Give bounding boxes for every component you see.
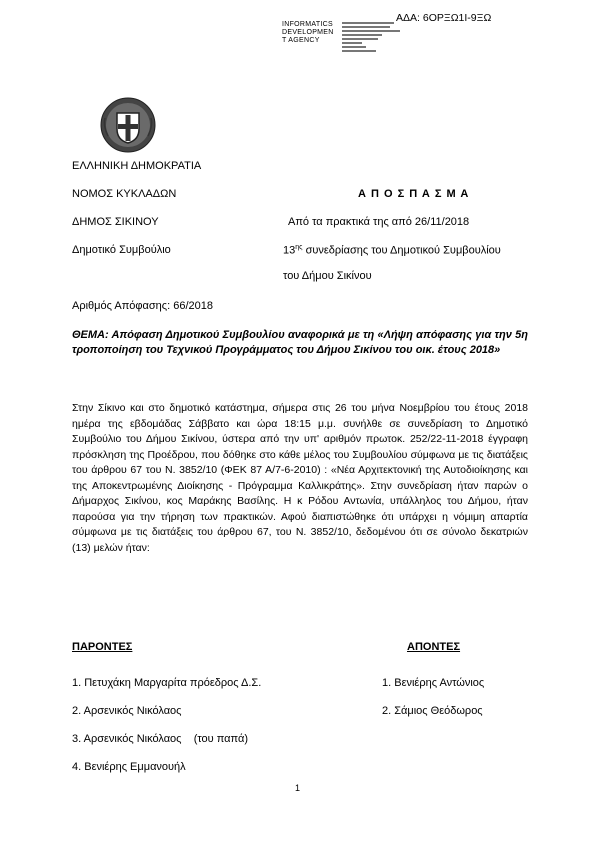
present-member: 1. Πετυχάκη Μαργαρίτα πρόεδρος Δ.Σ. (72, 677, 262, 689)
stamp-line: DEVELOPMEN (282, 29, 334, 36)
municipality-of-line: του Δήμου Σικίνου (283, 270, 372, 282)
minutes-date: Από τα πρακτικά της από 26/11/2018 (288, 216, 470, 228)
session-number: 13 (283, 244, 296, 257)
stamp-line: T AGENCY (282, 37, 320, 44)
present-heading: ΠΑΡΟΝΤΕΣ (72, 641, 133, 653)
decision-number: Αριθμός Απόφασης: 66/2018 (72, 300, 213, 312)
present-member: 4. Βενιέρης Εμμανουήλ (72, 761, 186, 773)
absent-member: 2. Σάμιος Θεόδωρος (382, 705, 483, 717)
present-member: 2. Αρσενικός Νικόλαος (72, 705, 182, 717)
digital-signature-stamp (342, 20, 402, 54)
present-member: 3. Αρσενικός Νικόλαος (του παπά) (72, 733, 248, 745)
agency-stamp-text (282, 21, 334, 45)
greek-emblem-icon (99, 96, 157, 154)
subject-heading: ΘΕΜΑ: Απόφαση Δημοτικού Συμβουλίου αναφορικά με τη «Λήψη απόφασης για την 5η τροποποίηση του Τεχνικού Προγράμματος του Δήμου Σικίνου του οικ. έτους 2018» (72, 329, 528, 356)
absent-heading: ΑΠΟΝΤΕΣ (407, 641, 461, 653)
session-line (283, 244, 501, 257)
absent-member: 1. Βενιέρης Αντώνιος (382, 677, 485, 689)
body-paragraph: Στην Σίκινο και στο δημοτικό κατάστημα, σήμερα στις 26 του μήνα Νοεμβρίου του έτους 2018 ημέρα της εβδομάδας Σάββατο και ώρα 18:15 μ.μ. συνήλθε σε συνεδρίαση το Δημοτικό Συμβούλιο του Δήμου Σικίνου, ύστερα από την υπ' αριθμόν πρωτοκ. 252/22-11-2018 έγγραφη πρόσκληση της Προέδρου, που δόθηκε στο κάθε μέλος του Συμβουλίου σύμφωνα με τις διατάξεις του άρθρου 67 του Ν. 3852/10 (ΦΕΚ 87 Α/7-6-2010) : «Νέα Αρχιτεκτονική της Αυτοδιοίκησης και της Αποκεντρωμένης Διοίκησης - Πρόγραμμα Καλλικράτης». Στην συνεδρίαση ήταν παρών ο Δήμαρχος Σικίνου, κος Μαράκης Βασίλης. Η κ Ρόδου Αντωνία, υπάλληλος του Δήμου, ήταν παρούσα για την τήρηση των πρακτικών. Αφού διαπιστώθηκε ότι υπάρχει η νόμιμη απαρτία σύμφωνα με τις διατάξεις του άρθρου 67, του Ν. 3852/10, δεδομένου ότι σε σύνολο δεκατριών (13) μελών ήταν: (72, 402, 528, 554)
prefecture-label: ΝΟΜΟΣ ΚΥΚΛΑΔΩΝ (72, 188, 177, 200)
page-number: 1 (294, 783, 300, 793)
republic-label: ΕΛΛΗΝΙΚΗ ΔΗΜΟΚΡΑΤΙΑ (72, 160, 202, 172)
document-title: Α Π Ο Σ Π Α Σ Μ Α (358, 188, 470, 200)
session-text: συνεδρίασης του Δημοτικού Συμβουλίου (302, 244, 501, 257)
municipality-label: ΔΗΜΟΣ ΣΙΚΙΝΟΥ (72, 216, 159, 228)
session-suffix: ης (295, 244, 303, 251)
ada-code: ΑΔΑ: 6ΟΡΞΩ1Ι-9ΞΩ (396, 12, 492, 24)
council-label: Δημοτικό Συμβούλιο (72, 244, 171, 256)
stamp-line: INFORMATICS (282, 21, 334, 28)
